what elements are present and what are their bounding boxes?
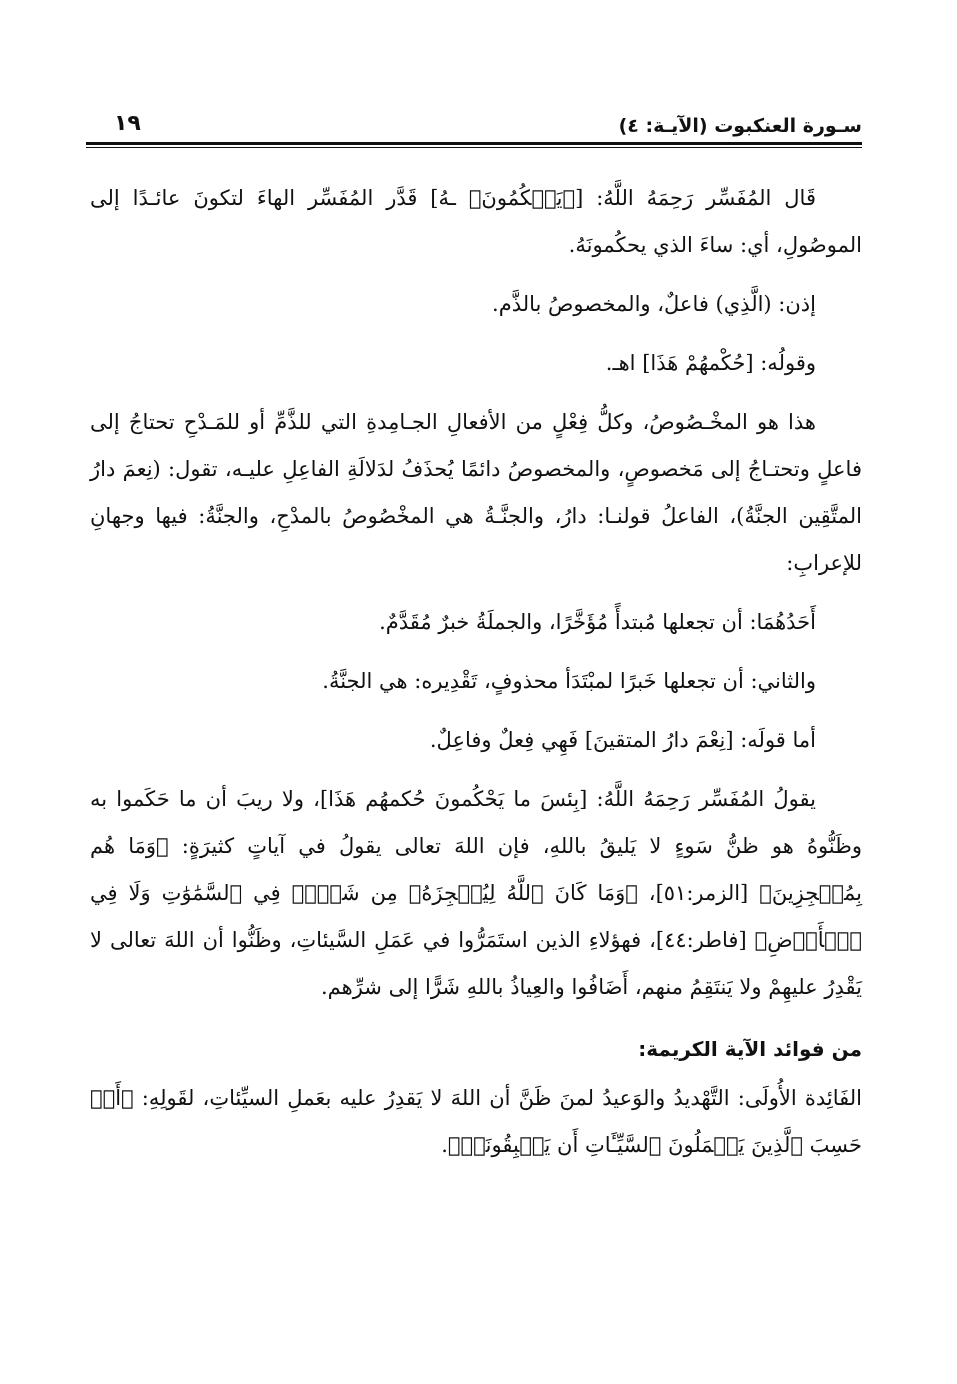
page-header bbox=[86, 102, 862, 142]
header-rule-thick bbox=[86, 142, 862, 145]
page-body bbox=[90, 175, 862, 1169]
header-rule-thin bbox=[86, 147, 862, 148]
paragraph-1: قَال المُفَسِّر رَحِمَهُ اللَّهُ: [﴿يَحۡكُمُونَ﴾ ـهُ] قَدَّر المُفَسِّر الهاءَ لتكونَ عائـدًا إلى الموصُولِ، أي: ساءَ الذي يحكُمونَهُ. bbox=[90, 186, 862, 257]
final-paragraph: الفَائِدة الأُولَى: التَّهْديدُ والوَعيدُ لمنَ ظَنَّ أن اللهَ لا يَقدِرُ عليه بعَملِ السيِّئاتِ، لقَولِهِ: ﴿أَمۡ حَسِبَ ٱلَّذِينَ يَعۡمَلُونَ ٱلسَّيِّـَٔاتِ أَن يَسۡبِقُونَاۚ﴾. bbox=[90, 1086, 862, 1157]
paragraph-7: أما قولَه: [نِعْمَ دارُ المتقينَ] فَهِي فِعلٌ وفاعِلٌ. bbox=[429, 728, 816, 752]
paragraph-3: وقولُه: [حُكْمهُمْ هَذَا] اهـ. bbox=[605, 351, 816, 375]
header-title: سـورة العنكبوت (الآيـة: ٤) bbox=[618, 115, 862, 137]
paragraph-6: والثاني: أن تجعلها خَبرًا لمبْتَدَأ محذوفٍ، تَقْدِيره: هي الجنَّةُ. bbox=[322, 669, 816, 693]
paragraph-5: أَحَدُهُمَا: أن تجعلها مُبتدأً مُؤَخَّرًا، والجملَةُ خبرٌ مُقَدَّمٌ. bbox=[379, 610, 816, 634]
paragraph-4: هذا هو المخْـصُوصُ، وكلُّ فِعْلٍ من الأفعالِ الجـامِدةِ التي للذَّمِّ أو للمَـدْحِ تحتاجُ إلى فاعلٍ وتحتـاجُ إلى مَخصوصٍ، والمخصوصُ دائمًا يُحذَفُ لدَلالَةِ الفاعِلِ عليـه، تقول: (نِعمَ دارُ المتَّقِين الجنَّةُ)، الفاعلُ قولنـا: دارُ، والجنَّـةُ هي المخْصُوصُ بالمدْحِ، والجنَّةُ: فيها وجهانِ للإعرابِ: bbox=[90, 410, 862, 575]
paragraph-8: يقولُ المُفَسِّر رَحِمَهُ اللَّهُ: [بِئسَ ما يَحْكُمونَ حُكمهُم هَذَا]، ولا ريبَ أن ما حَكَموا به وظَنُّوهُ هو ظنُّ سَوءٍ لا يَليقُ باللهِ، فإن اللهَ تعالى يقولُ في آياتٍ كثيرَةٍ: ﴿وَمَا هُم بِمُعۡجِزِينَ﴾ [الزمر:٥١]، ﴿وَمَا كَانَ ٱللَّهُ لِيُعۡجِزَهُۥ مِن شَيۡءٖ فِي ٱلسَّمَٰوَٰتِ وَلَا فِي ٱلۡأَرۡضِ﴾ [فاطر:٤٤]، فهؤلاءِ الذين استَمَرُّوا في عَمَلِ السَّيئاتِ، وظَنُّوا أن اللهَ تعالى لا يَقْدِرُ عليهِمْ ولا يَنتَقِمُ منهم، أَضَافُوا والعِياذُ باللهِ شَرًّا إلى شرِّهم. bbox=[90, 787, 862, 999]
section-heading: من فوائد الآية الكريمة: bbox=[638, 1037, 862, 1061]
page-number: ١٩ bbox=[114, 111, 141, 136]
paragraph-2: إذن: (الَّذِي) فاعلٌ، والمخصوصُ بالذَّم. bbox=[492, 292, 816, 316]
